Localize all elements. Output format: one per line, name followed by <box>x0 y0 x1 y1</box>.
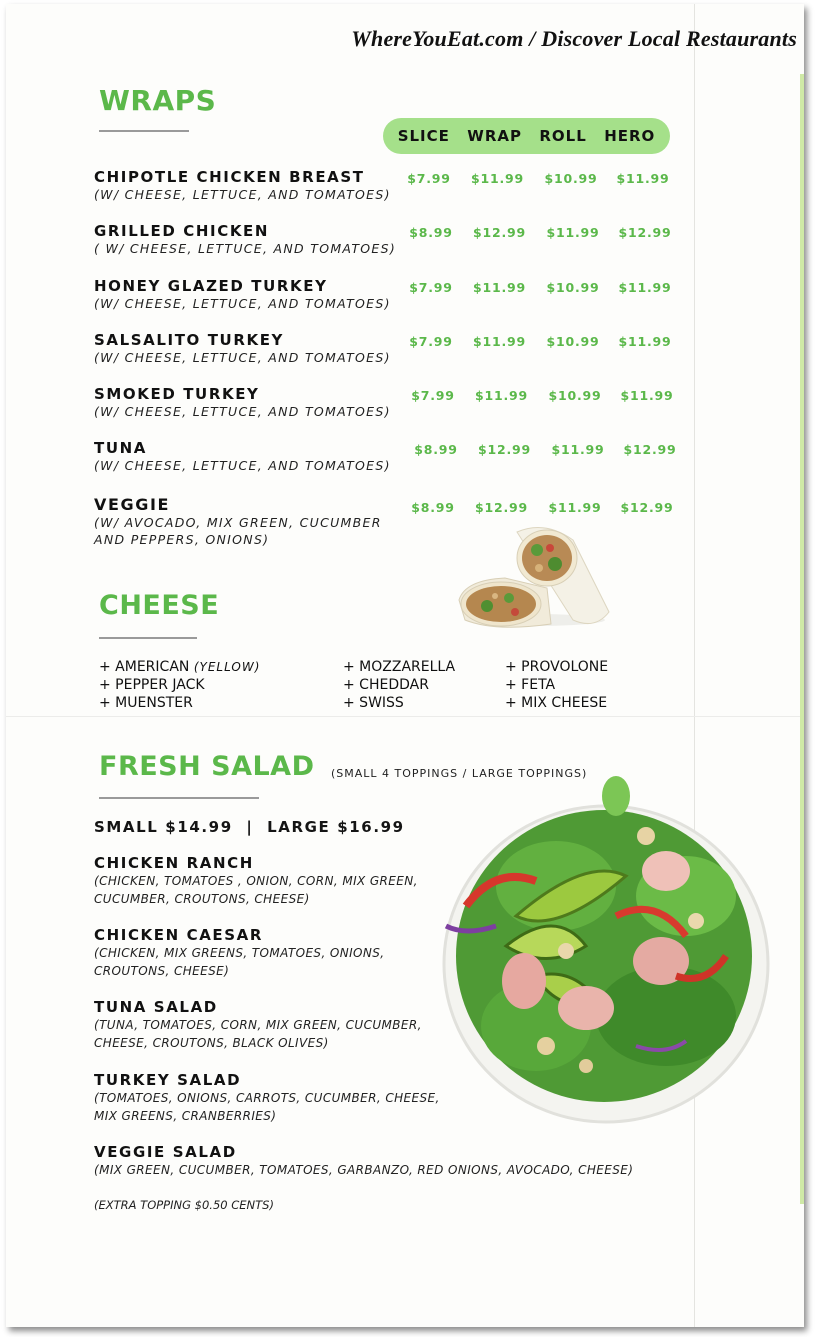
wraps-title: WRAPS <box>99 84 217 117</box>
salad-desc-line2: CHEESE, CROUTONS, BLACK OLIVES) <box>94 1036 329 1050</box>
price-column-header <box>383 118 670 154</box>
price-roll: $10.99 <box>544 171 598 186</box>
price-slice: $7.99 <box>409 280 453 295</box>
wrap-desc: (W/ CHEESE, LETTUCE, AND TOMATOES) <box>94 296 391 311</box>
cheese-item: + AMERICAN <box>99 659 190 675</box>
price-wrap: $11.99 <box>472 334 527 349</box>
wrap-item <box>94 331 391 366</box>
wrap-name: HONEY GLAZED TURKEY <box>94 277 328 295</box>
salad-desc-line2: CUCUMBER, CROUTONS, CHEESE) <box>94 892 310 906</box>
salad-item <box>94 1143 633 1179</box>
salad-desc: (CHICKEN, TOMATOES , ONION, CORN, MIX GREEN, <box>94 874 418 888</box>
salad-desc: (TUNA, TOMATOES, CORN, MIX GREEN, CUCUMBER, <box>94 1018 422 1032</box>
cheese-item: + MOZZARELLA <box>343 659 456 675</box>
col-roll: ROLL <box>539 127 587 145</box>
price-roll: $10.99 <box>548 388 602 403</box>
salad-desc: (MIX GREEN, CUCUMBER, TOMATOES, GARBANZO, RED ONIONS, AVOCADO, CHEESE) <box>94 1163 634 1177</box>
price-hero: $11.99 <box>616 171 670 186</box>
wrap-desc: (W/ CHEESE, LETTUCE, AND TOMATOES) <box>94 187 391 202</box>
salad-underline <box>99 797 259 799</box>
col-hero: HERO <box>604 127 656 145</box>
salad-bowl-photo <box>436 776 776 1128</box>
fold-line-horizontal <box>6 716 804 717</box>
cheese-item: + CHEDDAR <box>343 677 429 693</box>
wrap-item <box>94 496 382 548</box>
price-slice: $8.99 <box>411 500 455 515</box>
wrap-photo <box>455 520 615 632</box>
price-roll: $11.99 <box>548 500 602 515</box>
price-hero: $11.99 <box>618 334 672 349</box>
cheese-item: + MIX CHEESE <box>505 695 608 711</box>
salad-title: FRESH SALAD <box>99 751 315 782</box>
wrap-name: TUNA <box>94 439 147 457</box>
price-wrap: $11.99 <box>472 280 527 295</box>
wrap-name: CHIPOTLE CHICKEN BREAST <box>94 168 365 186</box>
page-edge-accent <box>800 74 804 1204</box>
cheese-note: (YELLOW) <box>193 660 261 674</box>
wrap-desc: ( W/ CHEESE, LETTUCE, AND TOMATOES) <box>94 241 397 256</box>
salad-item <box>94 926 385 980</box>
salad-desc: (TOMATOES, ONIONS, CARROTS, CUCUMBER, CHEESE, <box>94 1091 440 1105</box>
wrap-item <box>94 277 391 312</box>
price-wrap: $11.99 <box>470 171 525 186</box>
price-wrap: $12.99 <box>474 500 529 515</box>
wrap-name: GRILLED CHICKEN <box>94 222 270 240</box>
price-slice: $7.99 <box>409 334 453 349</box>
salad-name: TUNA SALAD <box>94 998 218 1016</box>
cheese-item: + FETA <box>505 677 556 693</box>
wrap-item <box>94 168 391 203</box>
salad-name: CHICKEN CAESAR <box>94 926 264 944</box>
wraps-underline <box>99 130 189 132</box>
wrap-item <box>94 385 391 420</box>
salad-sizes: SMALL $14.99 | LARGE $16.99 <box>94 818 405 836</box>
price-roll: $10.99 <box>546 280 600 295</box>
price-slice: $8.99 <box>409 225 453 240</box>
wrap-prices <box>402 500 683 515</box>
wrap-item <box>94 222 396 257</box>
wrap-name: SMOKED TURKEY <box>94 385 260 403</box>
salad-name: TURKEY SALAD <box>94 1071 242 1089</box>
col-wrap: WRAP <box>467 127 522 145</box>
price-wrap: $12.99 <box>472 225 527 240</box>
wrap-name: SALSALITO TURKEY <box>94 331 285 349</box>
price-slice: $7.99 <box>407 171 451 186</box>
price-hero: $12.99 <box>620 500 674 515</box>
wrap-item <box>94 439 391 474</box>
wrap-prices <box>398 171 679 186</box>
wrap-prices <box>402 388 683 403</box>
salad-desc-line2: CROUTONS, CHEESE) <box>94 964 230 978</box>
wrap-prices <box>400 334 681 349</box>
wrap-desc: (W/ CHEESE, LETTUCE, AND TOMATOES) <box>94 350 391 365</box>
price-roll: $11.99 <box>546 225 600 240</box>
price-wrap: $11.99 <box>474 388 529 403</box>
cheese-item: + SWISS <box>343 695 404 711</box>
price-slice: $8.99 <box>414 442 458 457</box>
salad-item <box>94 998 422 1052</box>
price-hero: $11.99 <box>618 280 672 295</box>
wrap-desc: (W/ CHEESE, LETTUCE, AND TOMATOES) <box>94 404 391 419</box>
salad-item <box>94 1071 440 1125</box>
cheese-underline <box>99 637 197 639</box>
salad-name: CHICKEN RANCH <box>94 854 254 872</box>
price-roll: $10.99 <box>546 334 600 349</box>
salad-desc: (CHICKEN, MIX GREENS, TOMATOES, ONIONS, <box>94 946 385 960</box>
price-wrap: $12.99 <box>477 442 532 457</box>
salad-desc-line2: MIX GREENS, CRANBERRIES) <box>94 1109 277 1123</box>
wrap-prices <box>400 225 681 240</box>
extra-topping-note: (EXTRA TOPPING $0.50 CENTS) <box>94 1198 274 1212</box>
price-roll: $11.99 <box>551 442 605 457</box>
site-header: WhereYouEat.com / Discover Local Restaurants <box>351 26 797 51</box>
price-slice: $7.99 <box>411 388 455 403</box>
col-slice: SLICE <box>397 127 450 145</box>
cheese-list-2 <box>343 658 455 712</box>
price-hero: $11.99 <box>620 388 674 403</box>
wrap-prices <box>400 280 681 295</box>
wrap-desc: (W/ CHEESE, LETTUCE, AND TOMATOES) <box>94 458 391 473</box>
cheese-list-3 <box>505 658 608 712</box>
cheese-item: + MUENSTER <box>99 695 193 711</box>
cheese-title: CHEESE <box>99 590 220 621</box>
cheese-list-1 <box>99 658 260 712</box>
wrap-prices <box>405 442 686 457</box>
fold-line-vertical <box>694 4 695 1327</box>
salad-subtitle: (SMALL 4 TOPPINGS / LARGE TOPPINGS) <box>331 767 588 780</box>
wrap-desc-line2: AND PEPPERS, ONIONS) <box>94 532 270 547</box>
cheese-item: + PROVOLONE <box>505 659 609 675</box>
salad-name: VEGGIE SALAD <box>94 1143 237 1161</box>
price-hero: $12.99 <box>618 225 672 240</box>
cheese-item: + PEPPER JACK <box>99 677 205 693</box>
wrap-name: VEGGIE <box>94 495 171 514</box>
salad-item <box>94 854 418 908</box>
price-hero: $12.99 <box>623 442 677 457</box>
wrap-desc: (W/ AVOCADO, MIX GREEN, CUCUMBER <box>94 515 382 530</box>
